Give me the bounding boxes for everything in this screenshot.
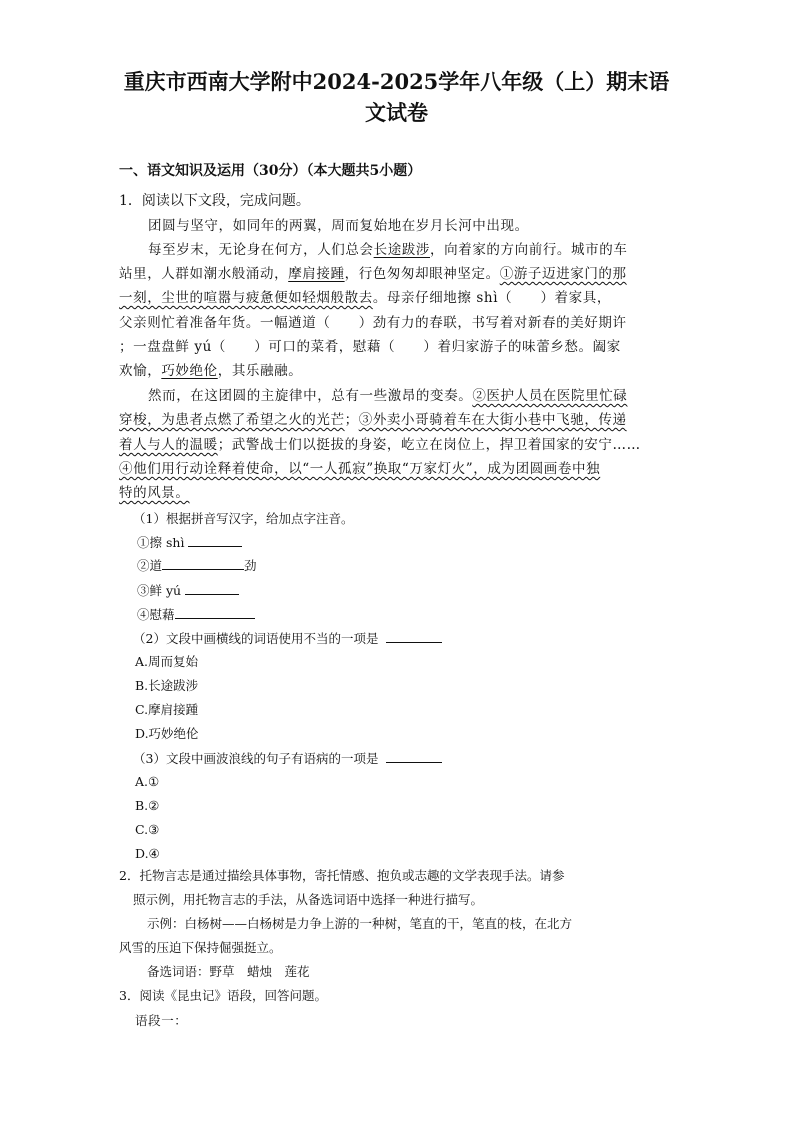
text-run: 欢愉， <box>119 363 162 379</box>
option-c[interactable]: C.摩肩接踵 <box>135 702 199 717</box>
option-c[interactable]: C.③ <box>135 822 160 837</box>
wavy-sentence-2-cont: 穿梭，为患者点燃了希望之火的光芒 <box>119 412 345 428</box>
question-3-excerpt-label: 语段一： <box>135 1013 188 1028</box>
wavy-sentence-4: ④他们用行动诠释着使命，以“一人孤寂”换取“万家灯火”，成为团圆画卷中独 <box>119 461 601 477</box>
passage-para-3-line-3 <box>119 435 641 455</box>
sub-question-2 <box>133 628 442 649</box>
option-a[interactable]: A.周而复始 <box>135 654 199 669</box>
option-a[interactable]: A.① <box>135 774 160 789</box>
underlined-phrase-changtubashe: 长途跋涉 <box>373 242 431 258</box>
sub-question-3 <box>133 748 442 769</box>
question-2-line-2: 照示例，用托物言志的手法，从备选词语中选择一种进行描写。 <box>133 892 484 907</box>
passage-para-2-line-1 <box>148 240 627 260</box>
item-label: ②道 <box>137 558 163 573</box>
passage-para-2-line-2 <box>119 264 627 284</box>
pinyin-item-4 <box>137 604 255 625</box>
answer-blank[interactable] <box>185 580 239 595</box>
option-d[interactable]: D.④ <box>135 846 160 861</box>
sub-question-1: （1）根据拼音写汉字，给加点字注音。 <box>133 511 354 526</box>
sub-question-2-text: （2）文段中画横线的词语使用不当的一项是 <box>133 631 379 646</box>
item-label: ①擦 shì <box>137 535 185 550</box>
wavy-sentence-1: ①游子迈进家门的那 <box>499 266 627 282</box>
text-run: 站里，人群如潮水般涌动， <box>119 266 289 282</box>
item-label: ③鲜 yú <box>137 583 182 598</box>
wavy-sentence-2: ②医护人员在医院里忙碌 <box>472 388 628 404</box>
option-b[interactable]: B.长途跋涉 <box>135 678 199 693</box>
item-label: ④慰藉 <box>137 607 175 622</box>
passage-para-2-line-3 <box>119 288 611 308</box>
underlined-phrase-qiaomiaojuelun: 巧妙绝伦 <box>161 363 218 379</box>
title-line-1: 重庆市西南大学附中2024-2025学年八年级（上）期末语 <box>123 69 670 94</box>
text-run: ，其乐融融。 <box>217 363 303 379</box>
question-2-line-1: 2．托物言志是通过描绘具体事物，寄托情感、抱负或志趣的文学表现手法。请参 <box>119 868 565 883</box>
wavy-sentence-3-cont: 着人与人的温暖 <box>119 437 218 453</box>
title-line-2: 文试卷 <box>365 100 428 125</box>
text-run: ，行色匆匆却眼神坚定。 <box>344 266 500 282</box>
passage-para-3-line-4 <box>119 459 600 479</box>
pinyin-item-2 <box>137 555 257 576</box>
passage-para-1: 团圆与坚守，如同年的两翼，周而复始地在岁月长河中出现。 <box>148 218 529 234</box>
pinyin-item-1 <box>137 532 242 553</box>
text-run: ； <box>344 412 359 428</box>
option-d[interactable]: D.巧妙绝伦 <box>135 726 199 741</box>
pinyin-item-3 <box>137 580 239 601</box>
answer-blank[interactable] <box>386 628 442 643</box>
text-run: 。母亲仔细地擦 shì（ ）着家具， <box>372 290 611 306</box>
answer-blank[interactable] <box>175 604 255 619</box>
sub-question-3-text: （3）文段中画波浪线的句子有语病的一项是 <box>133 751 379 766</box>
text-run: 然而，在这团圆的主旋律中，总有一些激昂的变奏。 <box>148 388 473 404</box>
question-2-example-cont: 风雪的压迫下保持倔强挺立。 <box>119 940 282 955</box>
question-1-stem: 1．阅读以下文段，完成问题。 <box>119 193 310 209</box>
answer-blank[interactable] <box>188 532 242 547</box>
passage-para-2-line-4: 父亲则忙着准备年货。一幅遒道（ ）劲有力的春联，书写着对新春的美好期许 <box>119 315 627 331</box>
question-2-options: 备选词语：野草 蜡烛 莲花 <box>147 964 310 979</box>
text-run: 每至岁末，无论身在何方，人们总会 <box>148 242 374 258</box>
exam-title <box>100 66 693 128</box>
wavy-sentence-1-cont: 一刻，尘世的喧嚣与疲惫便如轻烟般散去 <box>119 290 373 306</box>
passage-para-2-line-6 <box>119 361 302 381</box>
underlined-phrase-mojianjiezhong: 摩肩接踵 <box>288 266 345 282</box>
passage-para-3-line-1 <box>148 386 627 406</box>
passage-para-2-line-5: ；一盘盘鲜 yú（ ）可口的菜肴，慰藉（ ）着归家游子的味蕾乡愁。阖家 <box>119 339 621 355</box>
text-run: ，向着家的方向前行。城市的车 <box>430 242 628 258</box>
passage-para-3-line-5 <box>119 483 190 503</box>
answer-blank[interactable] <box>162 555 244 570</box>
section-heading: 一、语文知识及运用（30分）（本大题共5小题） <box>119 163 422 179</box>
option-b[interactable]: B.② <box>135 798 160 813</box>
wavy-sentence-4-cont: 特的风景。 <box>119 485 190 501</box>
question-2-example: 示例：白杨树——白杨树是力争上游的一种树，笔直的干，笔直的枝，在北方 <box>147 916 573 931</box>
answer-blank[interactable] <box>386 748 442 763</box>
passage-para-3-line-2 <box>119 410 627 430</box>
text-run: ；武警战士们以挺拔的身姿，屹立在岗位上，捍卫着国家的安宁…… <box>217 437 641 453</box>
wavy-sentence-3: ③外卖小哥骑着车在大街小巷中飞驰，传递 <box>358 412 627 428</box>
question-3-stem: 3．阅读《昆虫记》语段，回答问题。 <box>119 988 327 1003</box>
item-tail: 劲 <box>244 558 257 573</box>
